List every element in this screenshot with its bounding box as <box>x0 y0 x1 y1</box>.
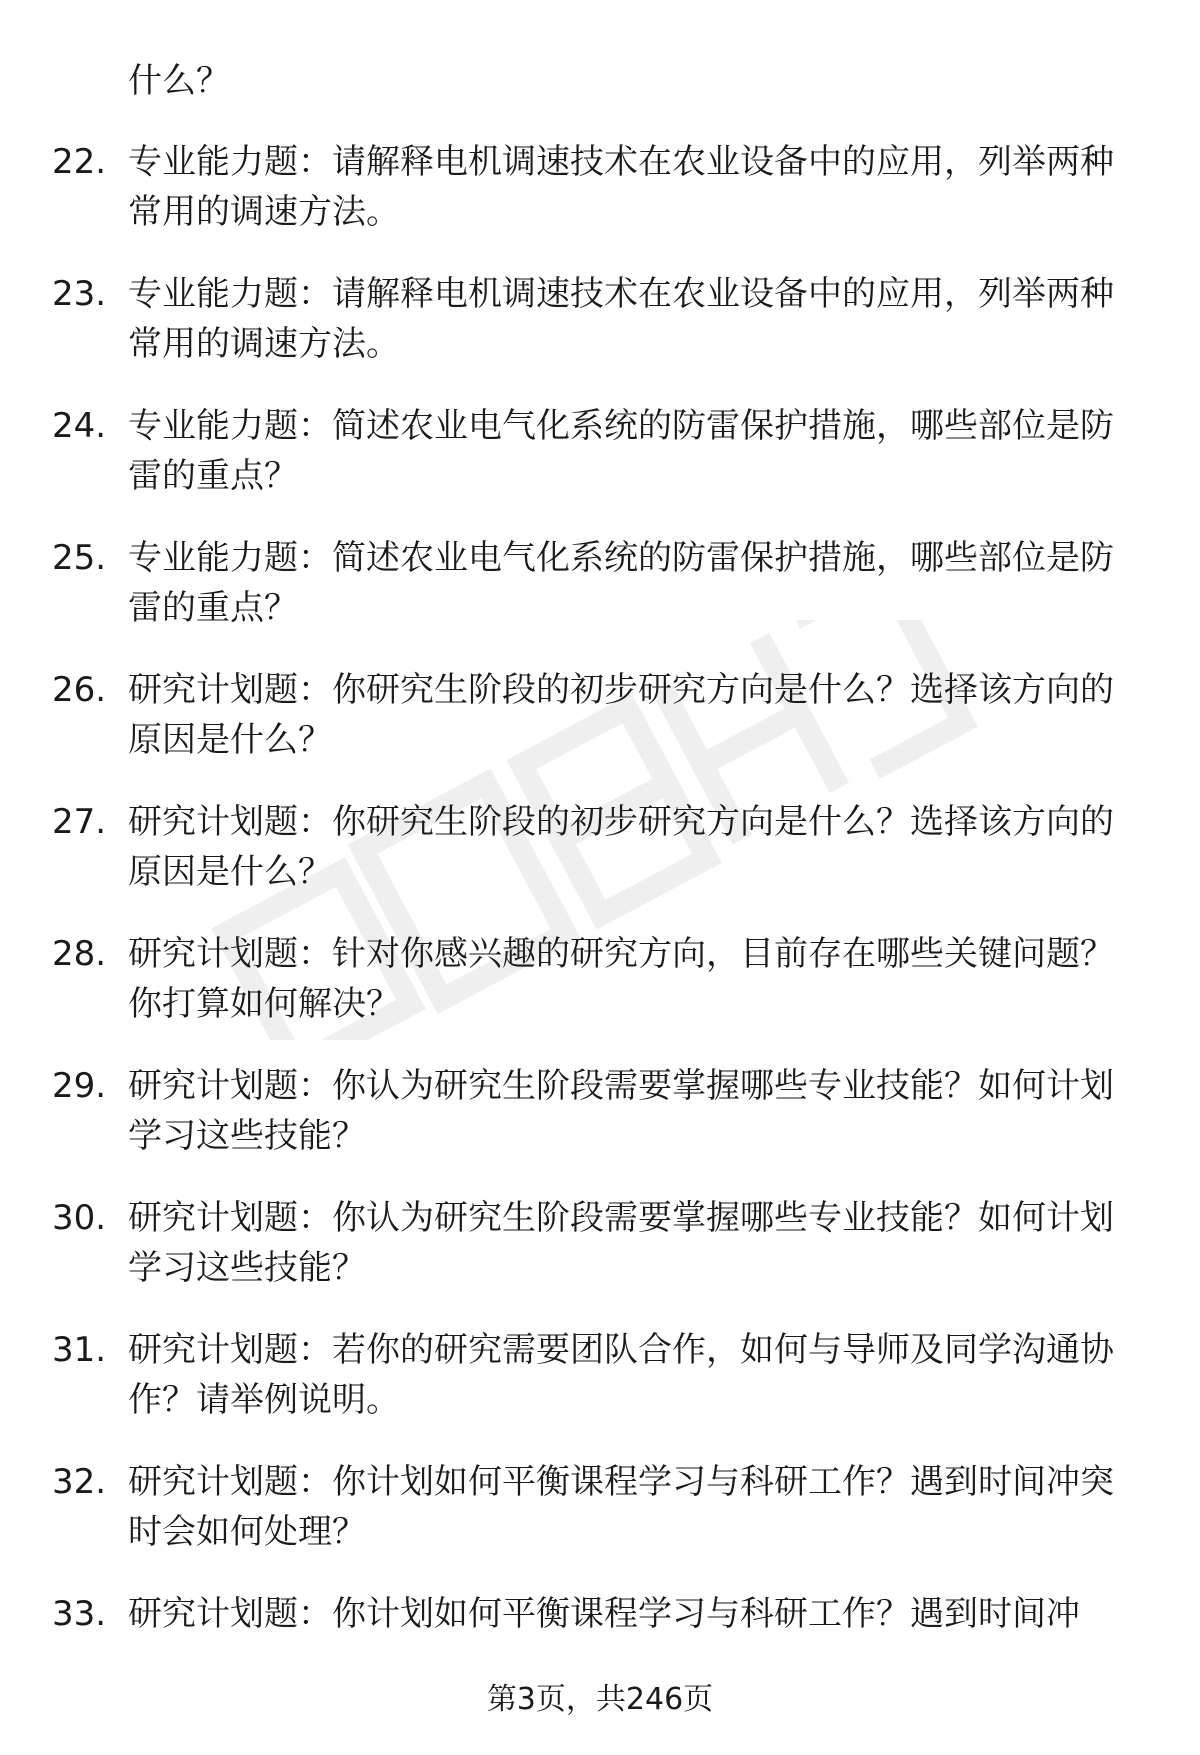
question-number: 24. <box>52 406 107 446</box>
question-text: 研究计划题：你研究生阶段的初步研究方向是什么？选择该方向的原因是什么？ <box>128 802 1114 892</box>
question-number: 29. <box>52 1066 107 1106</box>
question-number: 28. <box>52 934 107 974</box>
question-text: 研究计划题：你认为研究生阶段需要掌握哪些专业技能？如何计划学习这些技能？ <box>128 1066 1114 1156</box>
question-text: 研究计划题：你研究生阶段的初步研究方向是什么？选择该方向的原因是什么？ <box>128 670 1114 760</box>
question-item <box>0 1193 1200 1325</box>
question-text: 研究计划题：针对你感兴趣的研究方向，目前存在哪些关键问题？你打算如何解决？ <box>128 934 1114 1024</box>
question-list <box>0 137 1200 1721</box>
question-text: 研究计划题：你认为研究生阶段需要掌握哪些专业技能？如何计划学习这些技能？ <box>128 1198 1114 1288</box>
question-text: 专业能力题：请解释电机调速技术在农业设备中的应用，列举两种常用的调速方法。 <box>128 142 1114 232</box>
question-item <box>0 1325 1200 1457</box>
question-item <box>0 665 1200 797</box>
question-item <box>0 401 1200 533</box>
question-number: 25. <box>52 538 107 578</box>
question-text: 专业能力题：简述农业电气化系统的防雷保护措施，哪些部位是防雷的重点？ <box>128 538 1114 628</box>
question-number: 23. <box>52 274 107 314</box>
question-text: 专业能力题：简述农业电气化系统的防雷保护措施，哪些部位是防雷的重点？ <box>128 406 1114 496</box>
question-text: 研究计划题：你计划如何平衡课程学习与科研工作？遇到时间冲突时会如何处理？ <box>128 1462 1114 1552</box>
question-item <box>0 929 1200 1061</box>
question-text: 研究计划题：若你的研究需要团队合作，如何与导师及同学沟通协作？请举例说明。 <box>128 1330 1114 1420</box>
question-number: 31. <box>52 1330 107 1370</box>
question-number: 26. <box>52 670 107 710</box>
question-item <box>0 533 1200 665</box>
question-number: 22. <box>52 142 107 182</box>
question-text: 专业能力题：请解释电机调速技术在农业设备中的应用，列举两种常用的调速方法。 <box>128 274 1114 364</box>
question-item <box>0 137 1200 269</box>
question-number: 33. <box>52 1594 107 1634</box>
question-item <box>0 797 1200 929</box>
question-number: 30. <box>52 1198 107 1238</box>
previous-question-continuation: 什么？ <box>128 61 230 101</box>
question-item <box>0 1457 1200 1589</box>
question-text: 研究计划题：你计划如何平衡课程学习与科研工作？遇到时间冲 <box>128 1594 1080 1634</box>
question-number: 27. <box>52 802 107 842</box>
question-number: 32. <box>52 1462 107 1502</box>
question-item <box>0 1061 1200 1193</box>
question-item <box>0 269 1200 401</box>
page-number-footer: 第3页，共246页 <box>486 1682 714 1717</box>
